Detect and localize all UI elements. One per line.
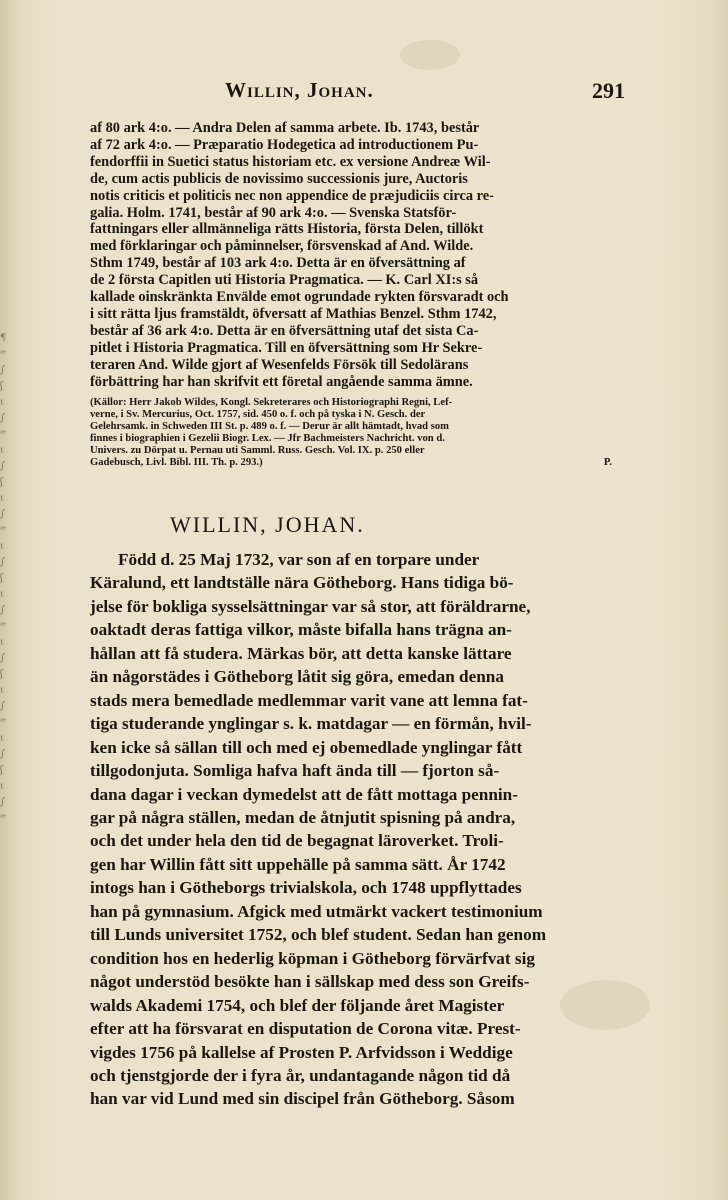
text-line: condition hos en hederlig köpman i Götheborg förvärfvat sig <box>90 948 535 968</box>
text-line: pitlet i Historia Pragmatica. Till en öfversättning som Hr Sekre- <box>90 339 483 356</box>
text-line: walds Akademi 1754, och blef der följande året Magister <box>90 995 505 1015</box>
text-line: vigdes 1756 på kallelse af Prosten P. Arfvidsson i Weddige <box>90 1042 513 1062</box>
sources-note <box>90 397 612 470</box>
text-line: tiga studerande ynglingar s. k. matdagar — en förmån, hvil- <box>90 714 532 734</box>
text-line: tillgodonjuta. Somliga hafva haft ända till — fjorton så- <box>90 761 500 781</box>
source-line: (Källor: Herr Jakob Wildes, Kongl. Sekreterares och Historiographi Regni, Lef- <box>90 396 453 408</box>
text-line: gen har Willin fått sitt uppehälle på samma sätt. År 1742 <box>90 854 506 874</box>
text-line: något understöd besökte han i sällskap med dess son Greifs- <box>90 972 530 992</box>
text-line: Käralund, ett landtställe nära Götheborg. Hans tidiga bö- <box>90 573 514 593</box>
page-header <box>225 78 625 108</box>
text-line: af 72 ark 4:o. — Præparatio Hodegetica ad introductionem Pu- <box>90 136 479 153</box>
bibliography-paragraph <box>90 120 612 391</box>
text-line: notis criticis et politicis nec non appendice de præjudiciis circa re- <box>90 187 494 204</box>
running-head: Willin, Johan. <box>225 78 374 102</box>
text-line: stads mera bemedlade medlemmar varit vane att lemna fat- <box>90 690 528 710</box>
text-line: galia. Holm. 1741, består af 90 ark 4:o. — Svenska Statsför- <box>90 204 457 221</box>
text-line: Sthm 1749, består af 103 ark 4:o. Detta är en öfversättning af <box>90 255 466 272</box>
text-line: oaktadt deras fattiga vilkor, måste bifalla hans trägna an- <box>90 620 512 640</box>
paper-stain <box>400 40 460 70</box>
text-line: intogs han i Götheborgs trivialskola, och 1748 uppflyttades <box>90 878 522 898</box>
text-line: fendorffii in Suetici status historiam etc. ex versione Andreæ Wil- <box>90 153 491 170</box>
text-line: hållan att få studera. Märkas bör, att detta kanske lättare <box>90 643 512 663</box>
text-line: han på gymnasium. Afgick med utmärkt vackert testimonium <box>90 901 543 921</box>
entry-body <box>90 548 612 1111</box>
text-line: och tjenstgjorde der i fyra år, undantagande någon tid då <box>90 1065 511 1085</box>
source-line: Gelehrsamk. in Schweden III St. p. 489 o. f. — Derur är allt hämtadt, hvad som <box>90 420 449 432</box>
text-line: Född d. 25 Maj 1732, var son af en torpare under <box>118 550 480 569</box>
text-line: än någorstädes i Götheborg låtit sig göra, emedan denna <box>90 667 504 687</box>
source-line: Univers. zu Dörpat u. Pernau uti Samml. Russ. Gesch. Vol. IX. p. 250 eller <box>90 444 425 456</box>
text-line: dana dagar i veckan dymedelst att de fått mottaga pennin- <box>90 784 518 804</box>
text-line: till Lunds universitet 1752, och blef student. Sedan han genom <box>90 925 547 945</box>
text-line: de 2 första Capitlen uti Historia Pragmatica. — K. Carl XI:s så <box>90 272 479 289</box>
page-number: 291 <box>592 78 625 103</box>
text-line: ken icke så sällan till och med ej obemedlade ynglingar fått <box>90 737 523 757</box>
text-line: de, cum actis publicis de novissimo successionis jure, Auctoris <box>90 170 468 187</box>
author-signature: P. <box>603 456 612 468</box>
text-line: kallade oinskränkta Envälde emot ogrundade rykten försvaradt och <box>90 289 509 306</box>
source-line: verne, i Sv. Mercurius, Oct. 1757, sid. 450 o. f. och på tyska i N. Gesch. der <box>90 408 426 420</box>
text-line: och det under hela den tid de begagnat läroverket. Troli- <box>90 831 504 851</box>
text-line: efter att ha försvarat en disputation de Corona vitæ. Prest- <box>90 1019 521 1039</box>
text-line: fattningars eller allmänneliga rätts Historia, första Delen, tillökt <box>90 221 484 238</box>
text-line: förbättring har han skrifvit ett företal angående samma ämne. <box>90 373 473 390</box>
text-line: med förklaringar och påminnelser, försvenskad af And. Wilde. <box>90 238 474 255</box>
source-line-text: Gadebusch, Livl. Bibl. III. Th. p. 293.) <box>90 456 263 468</box>
text-line: består af 36 ark 4:o. Detta är en öfversättning utaf det sista Ca- <box>90 322 479 339</box>
source-line <box>90 457 612 469</box>
text-line: jelse för bokliga sysselsättningar var så stor, att föräldrarne, <box>90 596 531 616</box>
facing-page-bleed: ¶ ꟹ ∫ ʃ ɩ ∫ ꟹ ɩ ∫ ʃ ɩ ∫ ꟹ ɩ ∫ ʃ ɩ ∫ ꟹ ɩ ∫ ʃ ɩ ∫ ꟹ ɩ ∫ ʃ ɩ ∫ ꟹ <box>0 332 7 825</box>
text-line: i sitt rätta ljus framstäldt, öfversatt af Mathias Benzel. Sthm 1742, <box>90 305 497 322</box>
text-line: af 80 ark 4:o. — Andra Delen af samma arbete. Ib. 1743, består <box>90 120 480 136</box>
entry-heading: WILLIN, JOHAN. <box>170 512 365 537</box>
text-line: han var vid Lund med sin discipel från Götheborg. Såsom <box>90 1089 515 1109</box>
previous-entry <box>90 120 612 469</box>
text-line: gar på några ställen, medan de åtnjutit spisning på andra, <box>90 807 516 827</box>
text-line: teraren And. Wilde gjort af Wesenfelds Försök till Sedolärans <box>90 356 469 373</box>
source-line: finnes i biographien i Gezelii Biogr. Lex. — Jfr Bachmeisters Nachricht. von d. <box>90 432 445 444</box>
